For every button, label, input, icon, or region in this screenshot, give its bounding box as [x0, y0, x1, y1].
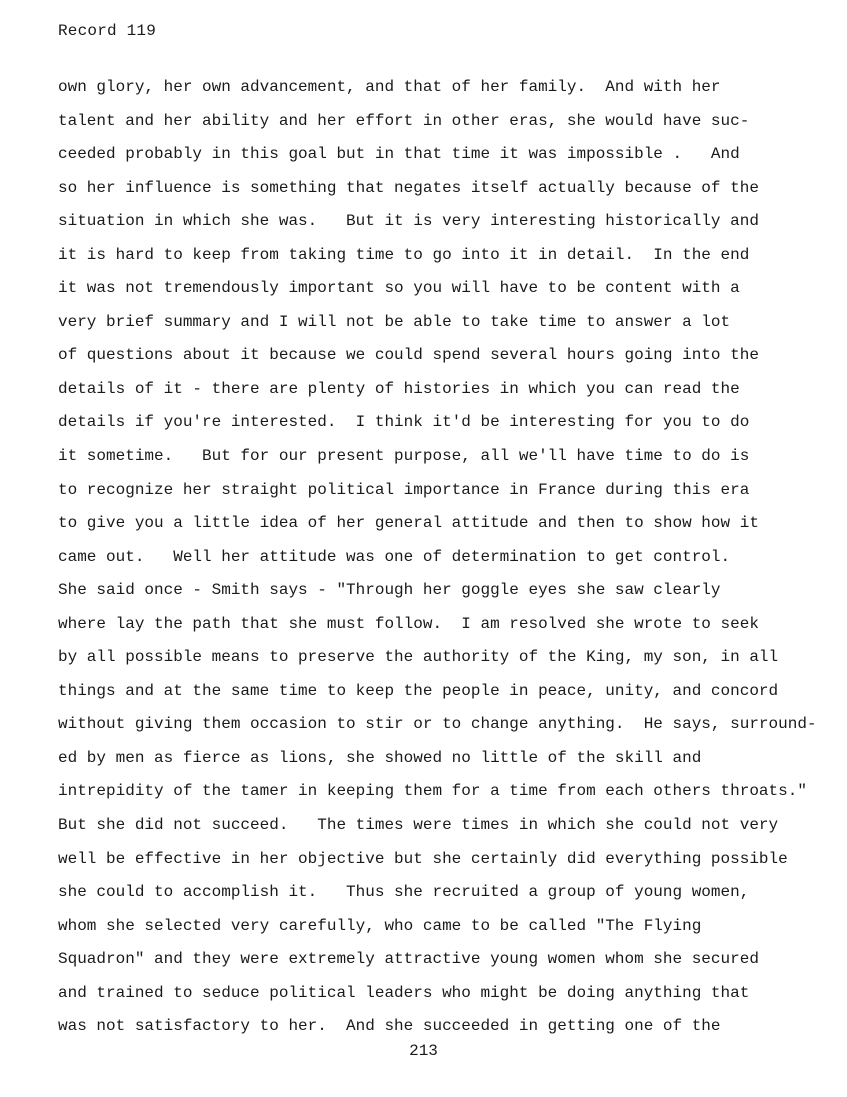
- text-line: situation in which she was. But it is very interesting historically and: [58, 212, 759, 231]
- text-line: very brief summary and I will not be able to take time to answer a lot: [58, 312, 731, 331]
- text-line: ceeded probably in this goal but in that time it was impossible . And: [58, 145, 740, 164]
- text-line: well be effective in her objective but she certainly did everything possible: [58, 849, 788, 868]
- page-number: 213: [409, 1042, 438, 1060]
- text-line: she could to accomplish it. Thus she recruited a group of young women,: [58, 883, 750, 902]
- text-line: where lay the path that she must follow. I am resolved she wrote to seek: [58, 614, 759, 633]
- text-line: to recognize her straight political importance in France during this era: [58, 480, 750, 499]
- text-line: by all possible means to preserve the authority of the King, my son, in all: [58, 648, 779, 667]
- text-line: things and at the same time to keep the people in peace, unity, and concord: [58, 681, 779, 700]
- text-line: so her influence is something that negates itself actually because of the: [58, 178, 759, 197]
- text-line: ed by men as fierce as lions, she showed no little of the skill and: [58, 748, 702, 767]
- text-line: to give you a little idea of her general attitude and then to show how it: [58, 514, 759, 533]
- text-line: Squadron" and they were extremely attractive young women whom she secured: [58, 950, 759, 969]
- record-header: Record 119: [58, 22, 157, 40]
- text-line: whom she selected very carefully, who came to be called "The Flying: [58, 916, 702, 935]
- text-line: talent and her ability and her effort in other eras, she would have suc-: [58, 111, 750, 130]
- text-line: without giving them occasion to stir or to change anything. He says, surround-: [58, 715, 817, 734]
- text-line: But she did not succeed. The times were times in which she could not very: [58, 816, 779, 835]
- text-line: of questions about it because we could spend several hours going into the: [58, 346, 759, 365]
- text-line: was not satisfactory to her. And she succeeded in getting one of the: [58, 1017, 721, 1036]
- text-line: it sometime. But for our present purpose, all we'll have time to do is: [58, 447, 750, 466]
- text-line: own glory, her own advancement, and that of her family. And with her: [58, 78, 721, 96]
- transcript-body: [58, 74, 847, 1047]
- text-line: and trained to seduce political leaders who might be doing anything that: [58, 983, 750, 1002]
- text-line: details of it - there are plenty of histories in which you can read the: [58, 379, 740, 398]
- text-line: details if you're interested. I think it'd be interesting for you to do: [58, 413, 750, 432]
- text-line: it is hard to keep from taking time to go into it in detail. In the end: [58, 245, 750, 264]
- text-line: it was not tremendously important so you will have to be content with a: [58, 279, 740, 298]
- text-line: She said once - Smith says - "Through her goggle eyes she saw clearly: [58, 581, 721, 600]
- text-line: came out. Well her attitude was one of determination to get control.: [58, 547, 731, 566]
- text-line: intrepidity of the tamer in keeping them for a time from each others throats.": [58, 782, 807, 801]
